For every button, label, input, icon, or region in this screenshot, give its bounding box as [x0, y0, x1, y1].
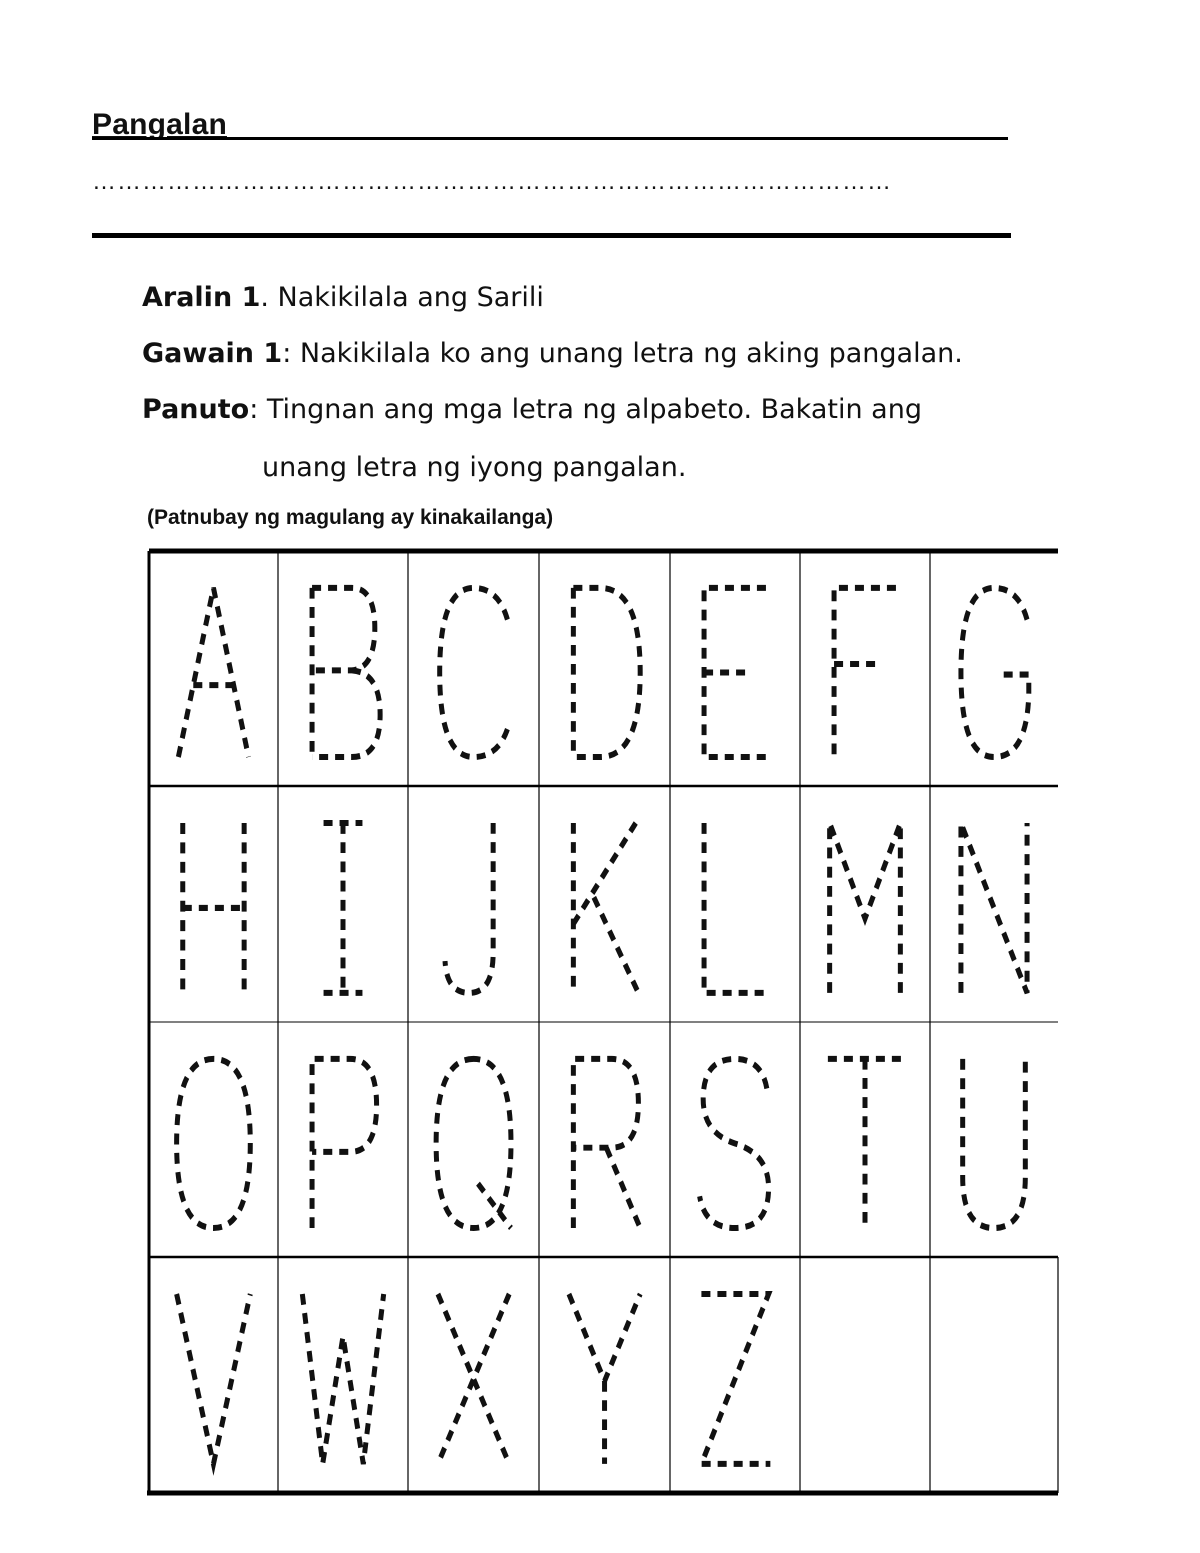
- letter-k: [573, 823, 638, 993]
- letter-v: [177, 1294, 251, 1464]
- letter-x: [438, 1294, 509, 1464]
- panuto-label: Panuto: [142, 394, 250, 425]
- letter-h: [183, 823, 244, 993]
- letter-r: [573, 1059, 640, 1228]
- name-label: Pangalan: [92, 108, 227, 141]
- dotted-letter-stroke: [569, 1294, 640, 1464]
- dotted-letter-stroke: [177, 1059, 251, 1228]
- dotted-letter-stroke: [704, 823, 769, 993]
- letter-j: [445, 823, 493, 993]
- letter-m: [830, 823, 901, 993]
- letter-g: [961, 588, 1029, 757]
- dotted-letter-stroke: [961, 588, 1029, 757]
- dotted-letter-stroke: [963, 1059, 1026, 1228]
- gawain-label: Gawain 1: [142, 338, 283, 369]
- dotted-letter-stroke: [177, 1294, 251, 1464]
- letter-t: [828, 1059, 902, 1228]
- letter-c: [440, 588, 509, 757]
- dotted-letter-stroke: [573, 823, 638, 993]
- letter-n: [961, 823, 1027, 993]
- letter-o: [177, 1059, 251, 1228]
- letter-d: [573, 588, 640, 757]
- dotted-letter-stroke: [834, 588, 896, 757]
- dotted-letter-stroke: [700, 1059, 769, 1228]
- dotted-letter-stroke: [573, 588, 640, 757]
- dotted-letter-stroke: [438, 1294, 509, 1464]
- letter-a: [178, 588, 248, 757]
- parent-guidance-note: (Patnubay ng magulang ay kinakailanga): [147, 506, 554, 529]
- letter-w: [302, 1294, 383, 1464]
- dotted-letter-stroke: [704, 588, 769, 757]
- panuto-instruction-cont: unang letra ng iyong pangalan.: [262, 452, 687, 483]
- dotted-letter-stroke: [961, 823, 1027, 993]
- dotted-letter-stroke: [701, 1294, 770, 1464]
- dotted-letter-stroke: [324, 823, 363, 993]
- dotted-letter-stroke: [445, 823, 493, 993]
- gawain-text: : Nakikilala ko ang unang letra ng aking pangalan.: [282, 338, 963, 369]
- empty-cell: [930, 1257, 1058, 1493]
- dotted-letter-stroke: [828, 1059, 902, 1228]
- letter-q: [436, 1059, 511, 1228]
- dotted-letter-stroke: [573, 1059, 640, 1228]
- letter-f: [834, 588, 896, 757]
- dotted-letter-stroke: [302, 1294, 383, 1464]
- letter-y: [569, 1294, 640, 1464]
- dotted-letter-stroke: [178, 588, 248, 757]
- letter-i: [324, 823, 363, 993]
- grid-letters: [177, 588, 1058, 1493]
- letter-p: [312, 1059, 377, 1228]
- letter-z: [701, 1294, 770, 1464]
- aralin-text: . Nakikilala ang Sarili: [260, 282, 544, 313]
- aralin-label: Aralin 1: [142, 282, 261, 313]
- letter-b: [312, 588, 380, 757]
- dotted-letter-stroke: [440, 588, 509, 757]
- letter-l: [704, 823, 769, 993]
- letter-s: [700, 1059, 769, 1228]
- letter-u: [963, 1059, 1026, 1228]
- dotted-letter-stroke: [312, 1059, 377, 1228]
- dotted-letter-stroke: [830, 823, 901, 993]
- panuto-text: : Tingnan ang mga letra ng alpabeto. Bakatin ang: [249, 394, 922, 425]
- empty-cell: [800, 1257, 930, 1493]
- dotted-write-line[interactable]: ……………………………………………………………………………………: [92, 168, 892, 195]
- dotted-letter-stroke: [436, 1059, 511, 1228]
- letter-e: [704, 588, 769, 757]
- dotted-letter-stroke: [183, 823, 244, 993]
- dotted-letter-stroke: [312, 588, 380, 757]
